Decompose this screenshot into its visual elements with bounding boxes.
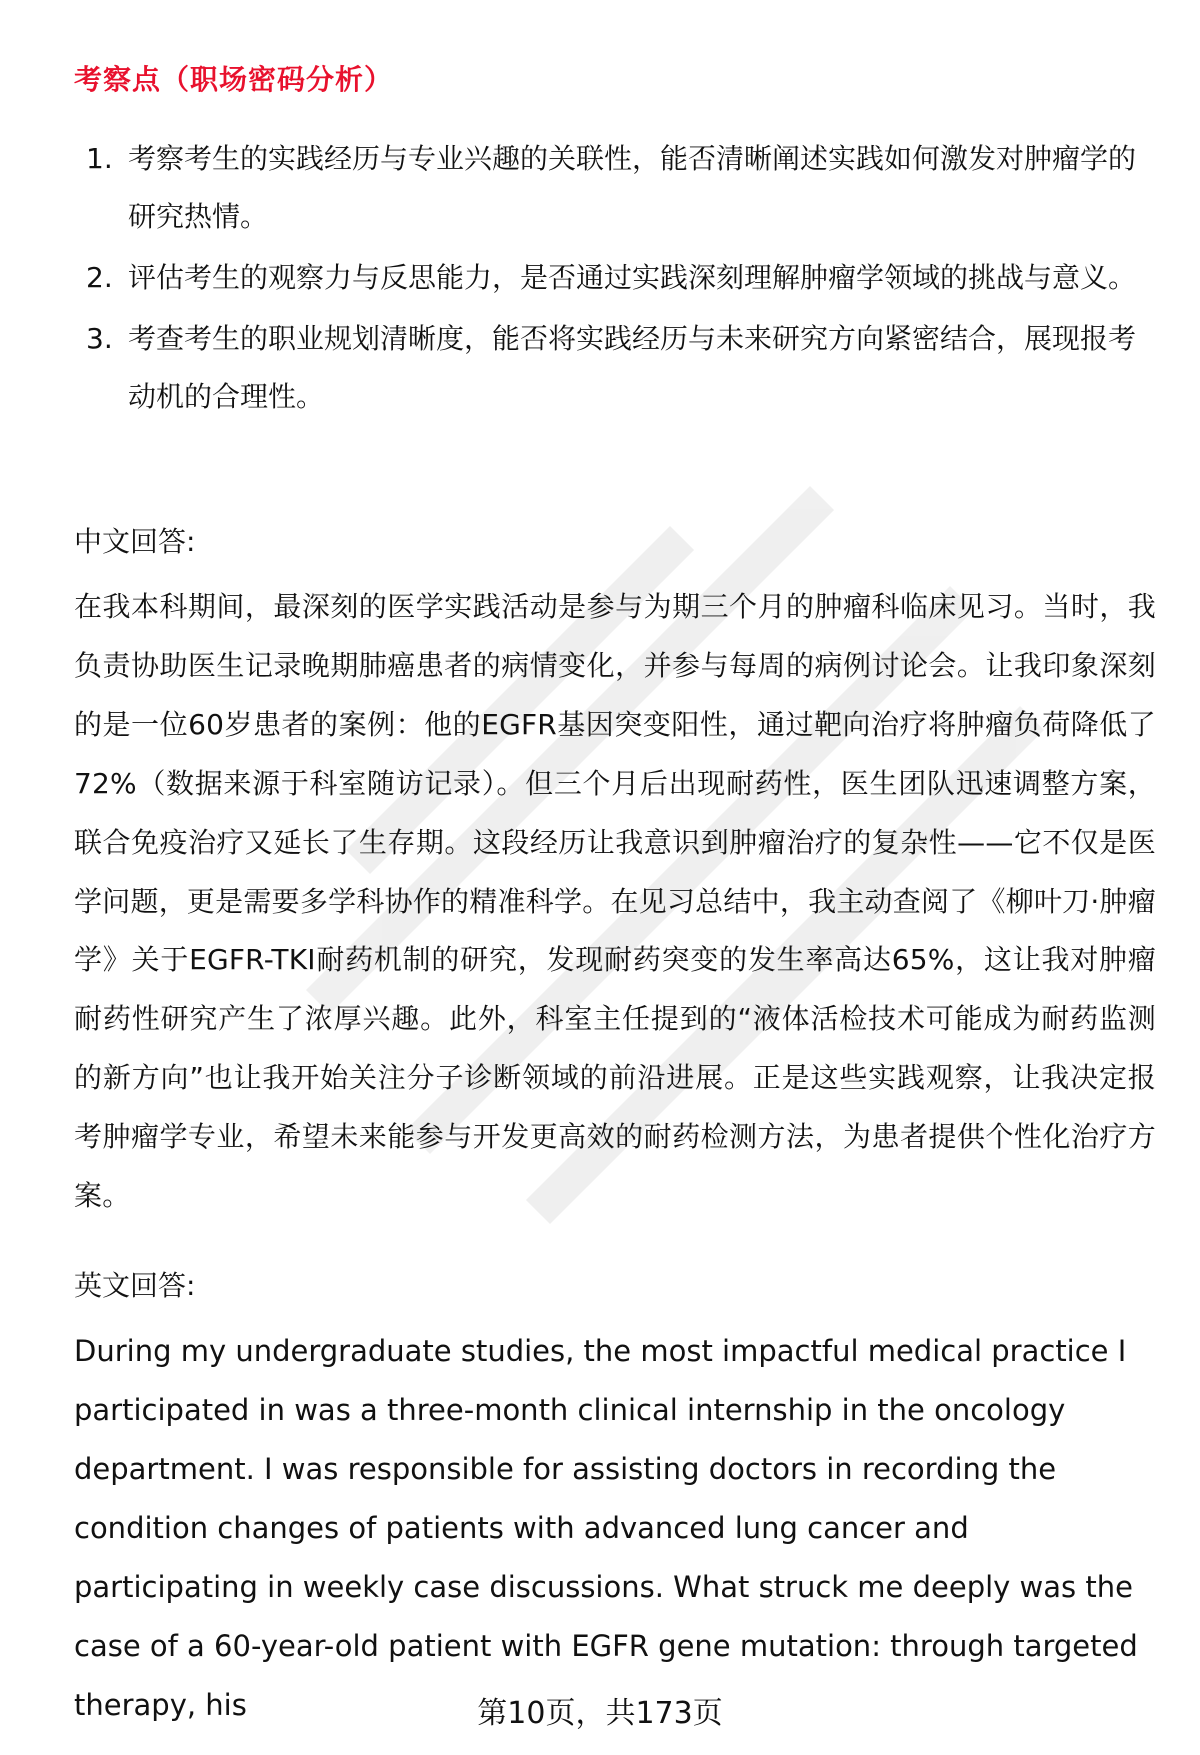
list-item — [74, 130, 1154, 246]
list-item-number: 3. — [86, 322, 113, 355]
english-answer-label: 英文回答: — [74, 1269, 196, 1302]
list-item-text: 考察考生的实践经历与专业兴趣的关联性，能否清晰阐述实践如何激发对肿瘤学的研究热情。 — [128, 142, 1137, 233]
section-title: 考察点（职场密码分析） — [74, 63, 394, 96]
assessment-points-list — [74, 130, 1154, 429]
list-item-number: 2. — [86, 261, 113, 294]
chinese-answer-label: 中文回答: — [74, 525, 196, 558]
list-item-text: 评估考生的观察力与反思能力，是否通过实践深刻理解肿瘤学领域的挑战与意义。 — [128, 261, 1137, 294]
list-item-text: 考查考生的职业规划清晰度，能否将实践经历与未来研究方向紧密结合，展现报考动机的合理性。 — [128, 322, 1137, 413]
list-item — [74, 310, 1154, 426]
english-answer-paragraph: During my undergraduate studies, the most impactful medical practice I participated in was a three-month clinical internship in the oncology department. I was responsible for assisting doctors in recording the condition changes of patients with advanced lung cancer and participating in weekly case discussions. What struck me deeply was the case of a 60-year-old patient with EGFR gene mutation: through targeted therapy, his — [74, 1334, 1138, 1722]
list-item-number: 1. — [86, 142, 113, 175]
list-item — [74, 249, 1154, 307]
page-number-footer: 第10页，共173页 — [477, 1696, 723, 1731]
chinese-answer-paragraph: 在我本科期间，最深刻的医学实践活动是参与为期三个月的肿瘤科临床见习。当时，我负责协助医生记录晚期肺癌患者的病情变化，并参与每周的病例讨论会。让我印象深刻的是一位60岁患者的案例：他的EGFR基因突变阳性，通过靶向治疗将肿瘤负荷降低了72%（数据来源于科室随访记录）。但三个月后出现耐药性，医生团队迅速调整方案，联合免疫治疗又延长了生存期。这段经历让我意识到肿瘤治疗的复杂性——它不仅是医学问题，更是需要多学科协作的精准科学。在见习总结中，我主动查阅了《柳叶刀·肿瘤学》关于EGFR-TKI耐药机制的研究，发现耐药突变的发生率高达65%，这让我对肿瘤耐药性研究产生了浓厚兴趣。此外，科室主任提到的“液体活检技术可能成为耐药监测的新方向”也让我开始关注分子诊断领域的前沿进展。正是这些实践观察，让我决定报考肿瘤学专业，希望未来能参与开发更高效的耐药检测方法，为患者提供个性化治疗方案。 — [74, 590, 1156, 1213]
